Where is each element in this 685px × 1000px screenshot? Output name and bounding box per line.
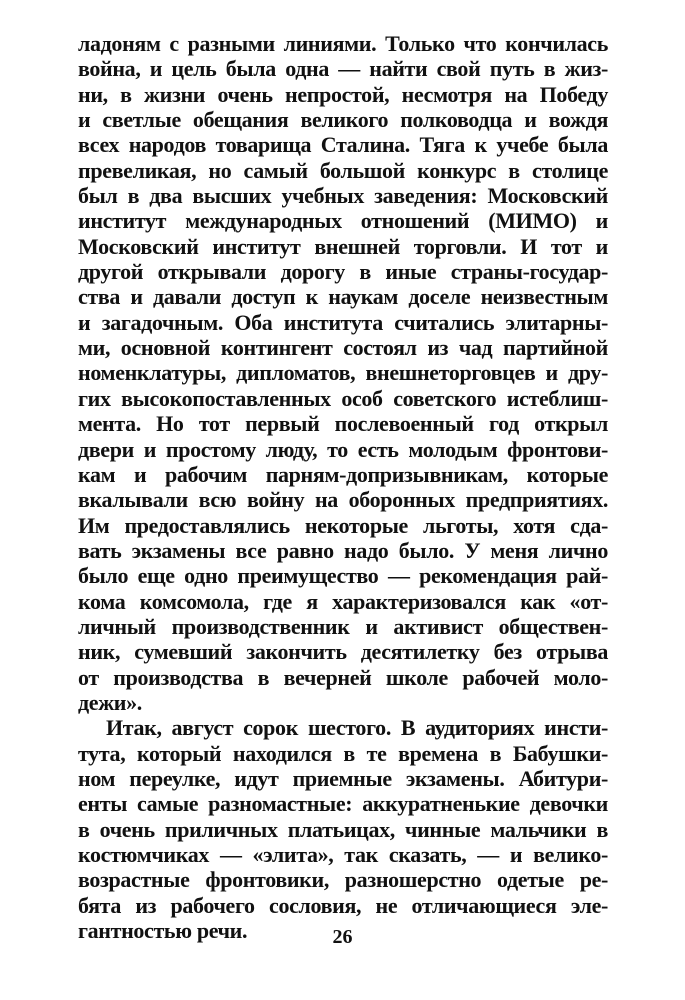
text-line: был в два высших учебных заведения: Московский [78, 183, 608, 209]
text-line: и загадочным. Оба института считались элитарны- [78, 309, 608, 335]
text-line: тута, который находился в те времена в Бабушки- [78, 740, 608, 766]
text-line: гих высокопоставленных особ советского истеблиш- [78, 385, 608, 411]
text-line: было еще одно преимущество — рекомендация рай- [78, 563, 608, 589]
text-line: возрастные фронтовики, разношерстно одетые ре- [78, 867, 608, 893]
text-line: Им предоставлялись некоторые льготы, хотя сда- [78, 512, 608, 538]
text-line: война, и цель была одна — найти свой путь в жиз- [78, 56, 608, 82]
text-line: другой открывали дорогу в иные страны-государ- [78, 259, 608, 285]
page-body-text [78, 31, 608, 943]
text-line: ни, в жизни очень непростой, несмотря на Победу [78, 81, 608, 107]
text-line: институт международных отношений (МИМО) и [78, 208, 608, 234]
text-line: вать экзамены все равно надо было. У меня лично [78, 537, 608, 563]
text-line: костюмчиках — «элита», так сказать, — и велико- [78, 842, 608, 867]
text-line: ми, основной контингент состоял из чад партийной [78, 335, 608, 361]
text-line: ник, сумевший закончить десятилетку без отрыва [78, 639, 608, 665]
text-line: ладоням с разными линиями. Только что кончилась [78, 31, 608, 56]
text-line: ном переулке, идут приемные экзамены. Абитури- [78, 765, 608, 791]
text-line: енты самые разномастные: аккуратненькие девочки [78, 791, 608, 817]
text-line: вкалывали всю войну на оборонных предприятиях. [78, 487, 608, 513]
text-line: дежи». [78, 689, 142, 715]
text-line: номенклатуры, дипломатов, внешнеторговцев и дру- [78, 360, 608, 386]
text-line: и светлые обещания великого полководца и вождя [78, 107, 608, 133]
text-line: всех народов товарища Сталина. Тяга к учебе была [78, 132, 608, 158]
text-line: кам и рабочим парням-допризывникам, которые [78, 461, 608, 487]
page-number: 26 [332, 926, 353, 948]
text-line: личный производственник и активист обществен- [78, 613, 608, 639]
paragraph-start-line: Итак, август сорок шестого. В аудиториях инсти- [106, 715, 608, 741]
text-line: в очень приличных платьицах, чинные мальчики в [78, 816, 608, 842]
text-line: превеликая, но самый большой конкурс в столице [78, 157, 608, 183]
text-line: от производства в вечерней школе рабочей моло- [78, 664, 608, 690]
text-line: Московский институт внешней торговли. И тот и [78, 233, 608, 259]
text-line: кома комсомола, где я характеризовался как «от- [78, 588, 608, 614]
text-line: ства и давали доступ к наукам доселе неизвестным [78, 284, 608, 310]
text-line: бята из рабочего сословия, не отличающиеся эле- [78, 892, 608, 918]
text-line: мента. Но тот первый послевоенный год открыл [78, 411, 608, 437]
text-line: гантностью речи. [78, 918, 248, 944]
text-line: двери и простому люду, то есть молодым фронтови- [78, 436, 608, 462]
